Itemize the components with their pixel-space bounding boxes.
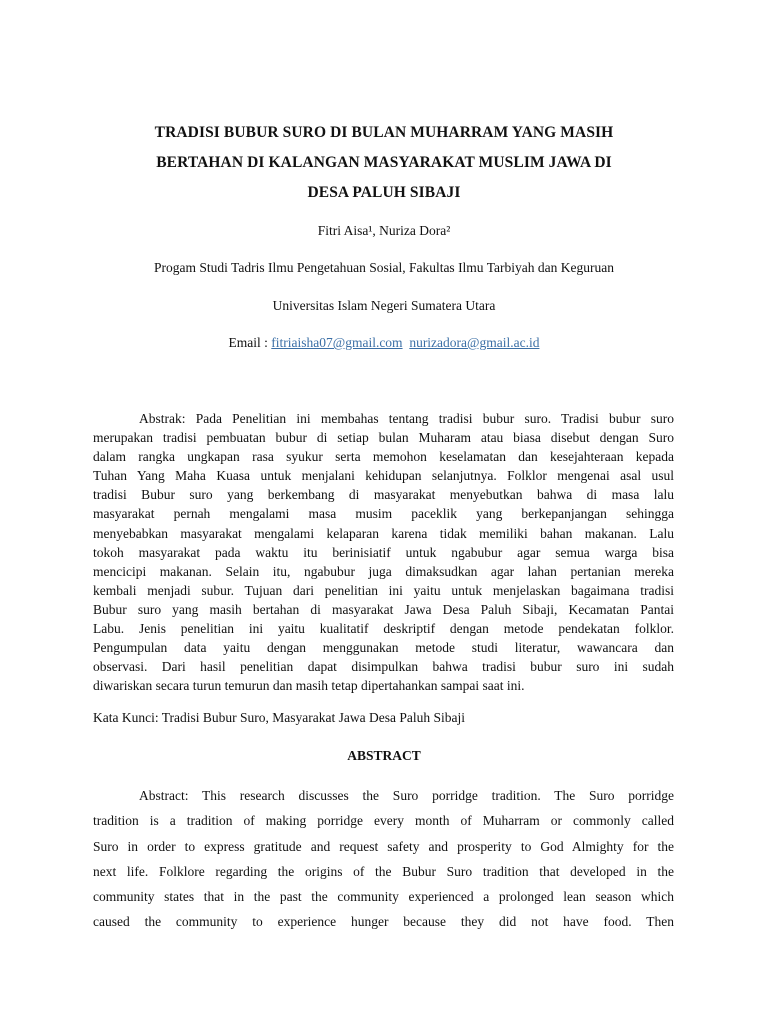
abstract-line: caused the community to experience hunger because they did not have food. Then: [93, 914, 674, 930]
title-line: TRADISI BUBUR SURO DI BULAN MUHARRAM YANG MASIH: [154, 124, 614, 141]
abstract-english-paragraph: [93, 783, 674, 935]
abstrak-line: mencicipi makanan. Selain itu, ngabubur juga dimaksudkan agar lahan pertanian mereka: [93, 563, 674, 579]
email-line: [60, 334, 708, 352]
abstrak-line: menyebabkan masyarakat mengalami kelaparan karena tidak memiliki bahan makanan. Lalu: [93, 525, 674, 541]
abstrak-paragraph: [93, 409, 674, 695]
abstrak-line: Bubur suro yang masih bertahan di masyarakat Jawa Desa Paluh Sibaji, Kecamatan Pantai: [93, 601, 674, 617]
email-label: Email :: [228, 335, 272, 350]
abstrak-line: dalam rangka ungkapan rasa syukur serta memohon keselamatan dan kesejahteraan kepada: [93, 449, 674, 465]
email-link-2[interactable]: nurizadora@gmail.ac.id: [409, 335, 540, 350]
authors: Fitri Aisa¹, Nuriza Dora²: [317, 223, 451, 238]
abstrak-line: kembali menjadi subur. Tujuan dari penelitian ini yaitu untuk menjelaskan bagaimana tradisi: [93, 582, 674, 598]
title-line: DESA PALUH SIBAJI: [307, 184, 461, 201]
abstrak-line: Pengumpulan data yaitu dengan menggunakan metode studi literatur, wawancara dan: [93, 640, 674, 656]
title-line: BERTAHAN DI KALANGAN MASYARAKAT MUSLIM JAWA DI: [156, 154, 612, 171]
email-link-1[interactable]: fitriaisha07@gmail.com: [271, 335, 403, 350]
abstract-line: Abstract: This research discusses the Suro porridge tradition. The Suro porridge: [139, 788, 674, 803]
abstrak-line: Abstrak: Pada Penelitian ini membahas tentang tradisi bubur suro. Tradisi bubur suro: [139, 411, 674, 426]
abstract-heading: ABSTRACT: [347, 748, 421, 763]
abstrak-line: observasi. Dari hasil penelitian dapat disimpulkan bahwa tradisi bubur suro ini sudah: [93, 659, 674, 675]
abstrak-line: Labu. Jenis penelitian ini yaitu kualitatif deskriptif dengan metode pendekatan folklor.: [93, 621, 674, 637]
abstrak-line: masyarakat pernah mengalami masa musim paceklik yang berkepanjangan sehingga: [93, 506, 674, 522]
abstract-line: community states that in the past the community experienced a prolonged lean season which: [93, 889, 674, 905]
paper-title: [100, 118, 668, 208]
abstrak-line: Tuhan Yang Maha Kuasa untuk menjalani kehidupan selanjutnya. Folklor mengenai asal usul: [93, 468, 674, 484]
abstrak-line: diwariskan secara turun temurun dan masih tetap dipertahankan sampai saat ini.: [93, 678, 525, 694]
abstract-line: Suro in order to express gratitude and request safety and prosperity to God Almighty for the: [93, 838, 674, 854]
abstract-line: tradition is a tradition of making porridge every month of Muharram or commonly called: [93, 813, 674, 829]
abstrak-line: tradisi Bubur suro yang berkembang di masyarakat menyebutkan bahwa di masa lalu: [93, 487, 674, 503]
abstract-line: next life. Folklore regarding the origins of the Bubur Suro tradition that developed in the: [93, 863, 674, 879]
university: Universitas Islam Negeri Sumatera Utara: [272, 298, 496, 313]
affiliation: Progam Studi Tadris Ilmu Pengetahuan Sosial, Fakultas Ilmu Tarbiyah dan Keguruan: [154, 260, 614, 275]
keywords: Kata Kunci: Tradisi Bubur Suro, Masyarakat Jawa Desa Paluh Sibaji: [93, 710, 465, 725]
abstrak-line: tokoh masyarakat pada waktu itu berinisiatif untuk ngabubur agar semua warga bisa: [93, 544, 674, 560]
abstrak-line: merupakan tradisi pembuatan bubur di setiap bulan Muharam atau biasa disebut dengan Suro: [93, 430, 674, 446]
